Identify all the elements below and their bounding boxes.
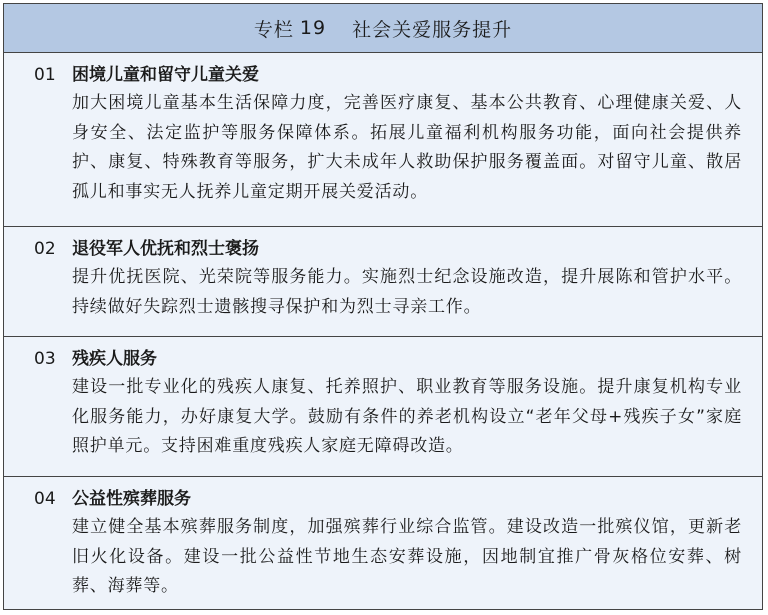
section-title: 困境儿童和留守儿童关爱 [72,65,259,85]
section-veterans [4,227,762,337]
section-number: 03 [34,349,56,369]
section-body: 建设一批专业化的残疾人康复、托养照护、职业教育等服务设施。提升康复机构专业化服务能力，办好康复大学。鼓励有条件的养老机构设立“老年父母+残疾子女”家庭照护单元。支持困难重度残疾人家庭无障碍改造。 [72,377,742,456]
section-title: 残疾人服务 [72,349,157,369]
section-body: 加大困境儿童基本生活保障力度，完善医疗康复、基本公共教育、心理健康关爱、人身安全、法定监护等服务保障体系。拓展儿童福利机构服务功能，面向社会提供养护、康复、特殊教育等服务，扩大未成年人救助保护服务覆盖面。对留守儿童、散居孤儿和事实无人抚养儿童定期开展关爱活动。 [72,93,742,202]
section-funeral-services [4,477,762,610]
section-number: 04 [34,489,56,509]
section-number: 01 [34,65,56,85]
section-body: 建立健全基本殡葬服务制度，加强殡葬行业综合监管。建设改造一批殡仪馆，更新老旧火化设备。建设一批公益性节地生态安葬设施，因地制宜推广骨灰格位安葬、树葬、海葬等。 [72,517,742,596]
section-title: 公益性殡葬服务 [72,489,191,509]
column-box [3,3,763,610]
column-label: 专栏 [253,18,294,41]
section-body: 提升优抚医院、光荣院等服务能力。实施烈士纪念设施改造，提升展陈和管护水平。持续做好失踪烈士遗骸搜寻保护和为烈士寻亲工作。 [72,267,742,317]
section-number: 02 [34,239,56,259]
section-title: 退役军人优抚和烈士褒扬 [72,239,259,259]
column-header [4,4,762,53]
column-number: 19 [299,17,327,39]
column-title: 社会关爱服务提升 [352,18,513,41]
section-child-care [4,53,762,227]
section-disability-services [4,337,762,477]
